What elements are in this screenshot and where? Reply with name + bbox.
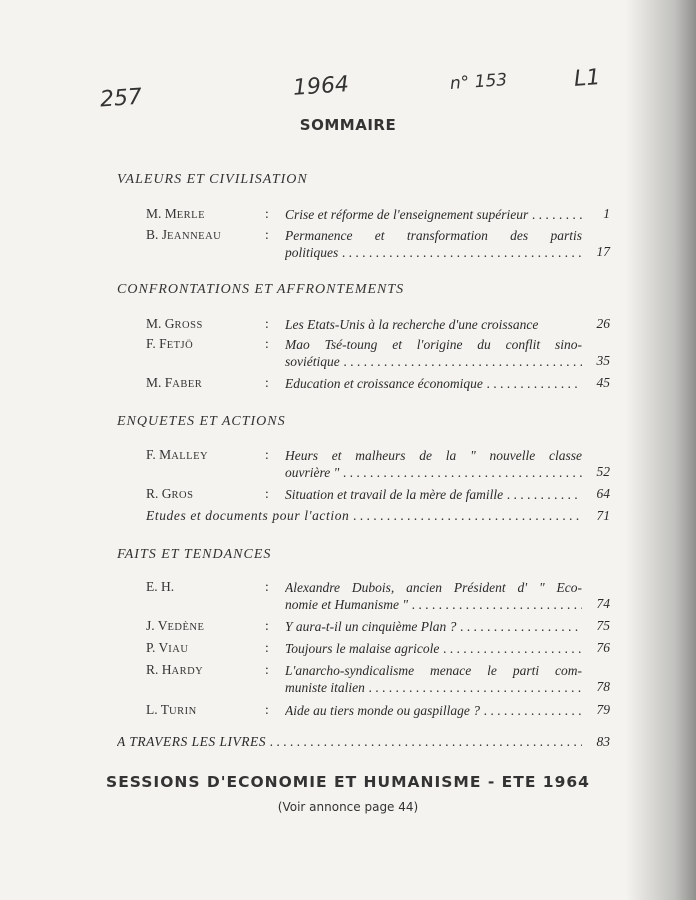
author: M. GROSS (146, 316, 203, 331)
separator-colon: : (265, 662, 269, 677)
author: E. H. (146, 579, 175, 594)
page-number: 35 (596, 353, 610, 368)
separator-colon: : (265, 618, 269, 633)
sessions-banner: SESSIONS D'ECONOMIE ET HUMANISME - ETE 1964 (106, 773, 590, 791)
separator-colon: : (265, 486, 269, 501)
page-number: 76 (596, 640, 610, 655)
author: F. MALLEY (146, 447, 209, 462)
separator-colon: : (265, 316, 269, 331)
separator-colon: : (265, 336, 269, 351)
section-heading: CONFRONTATIONS ET AFFRONTEMENTS (117, 282, 405, 297)
toc-entry[interactable]: L'anarcho-syndicalisme menace le parti com- muniste italien . . . (285, 662, 582, 696)
toc-entry[interactable]: Les Etats-Unis à la recherche d'une croissance (285, 317, 539, 332)
author: L. TURIN (146, 702, 197, 717)
toc-entry[interactable]: Toujours le malaise agricole . . . (285, 640, 582, 657)
page-number: 64 (596, 486, 610, 501)
author: J. VEDÈNE (146, 618, 205, 633)
toc-entry[interactable]: Permanence et transformation des partis politiques . . . (285, 227, 582, 261)
toc-entry[interactable]: Education et croissance économique . . . (285, 375, 582, 392)
separator-colon: : (265, 375, 269, 390)
author: F. FETJÖ (146, 336, 194, 351)
section-heading: VALEURS ET CIVILISATION (117, 172, 308, 187)
page-number: 17 (596, 244, 610, 259)
page-number: 71 (596, 508, 610, 523)
section-heading: ENQUETES ET ACTIONS (117, 414, 286, 429)
handwritten-issue: n° 153 (449, 70, 508, 94)
separator-colon: : (265, 640, 269, 655)
toc-entry[interactable]: Y aura-t-il un cinquième Plan ? . . . (285, 618, 582, 635)
separator-colon: : (265, 579, 269, 594)
handwritten-number: 257 (99, 84, 143, 113)
page-number: 52 (596, 464, 610, 479)
toc-entry[interactable]: Crise et réforme de l'enseignement supérieur . . . (285, 206, 582, 223)
author: M. MERLE (146, 206, 206, 221)
page-number: 45 (596, 375, 610, 390)
page-number: 75 (596, 618, 610, 633)
separator-colon: : (265, 227, 269, 242)
page-edge-shadow (626, 0, 696, 900)
page-number: 26 (596, 316, 610, 331)
page-number: 79 (596, 702, 610, 717)
author: R. GROS (146, 486, 194, 501)
section-heading: FAITS ET TENDANCES (117, 547, 272, 562)
page-number: 83 (596, 734, 610, 749)
toc-entry-livres[interactable]: A TRAVERS LES LIVRES . . . (117, 734, 582, 750)
author: R. HARDY (146, 662, 204, 677)
toc-entry[interactable]: Aide au tiers monde ou gaspillage ? . . . (285, 702, 582, 719)
author: P. VIAU (146, 640, 189, 655)
toc-entry[interactable]: Situation et travail de la mère de famille . . . (285, 486, 582, 503)
separator-colon: : (265, 206, 269, 221)
author: M. FABER (146, 375, 203, 390)
handwritten-year: 1964 (292, 72, 350, 101)
page-number: 74 (596, 596, 610, 611)
page-title: SOMMAIRE (299, 116, 397, 134)
page-number: 78 (596, 679, 610, 694)
annonce-note: (Voir annonce page 44) (277, 800, 419, 814)
separator-colon: : (265, 447, 269, 462)
separator-colon: : (265, 702, 269, 717)
toc-entry[interactable]: Alexandre Dubois, ancien Président d' " Eco- nomie et Humanisme " . . . (285, 579, 582, 613)
author: B. JEANNEAU (146, 227, 222, 242)
toc-entry[interactable]: Mao Tsé-toung et l'origine du conflit sino- soviétique . . . (285, 336, 582, 370)
handwritten-code: L1 (573, 65, 602, 92)
toc-entry[interactable]: Heurs et malheurs de la " nouvelle classe ouvrière " . . . (285, 447, 582, 481)
toc-entry-etudes[interactable]: Etudes et documents pour l'action . . . (146, 508, 582, 524)
page-number: 1 (603, 206, 610, 221)
